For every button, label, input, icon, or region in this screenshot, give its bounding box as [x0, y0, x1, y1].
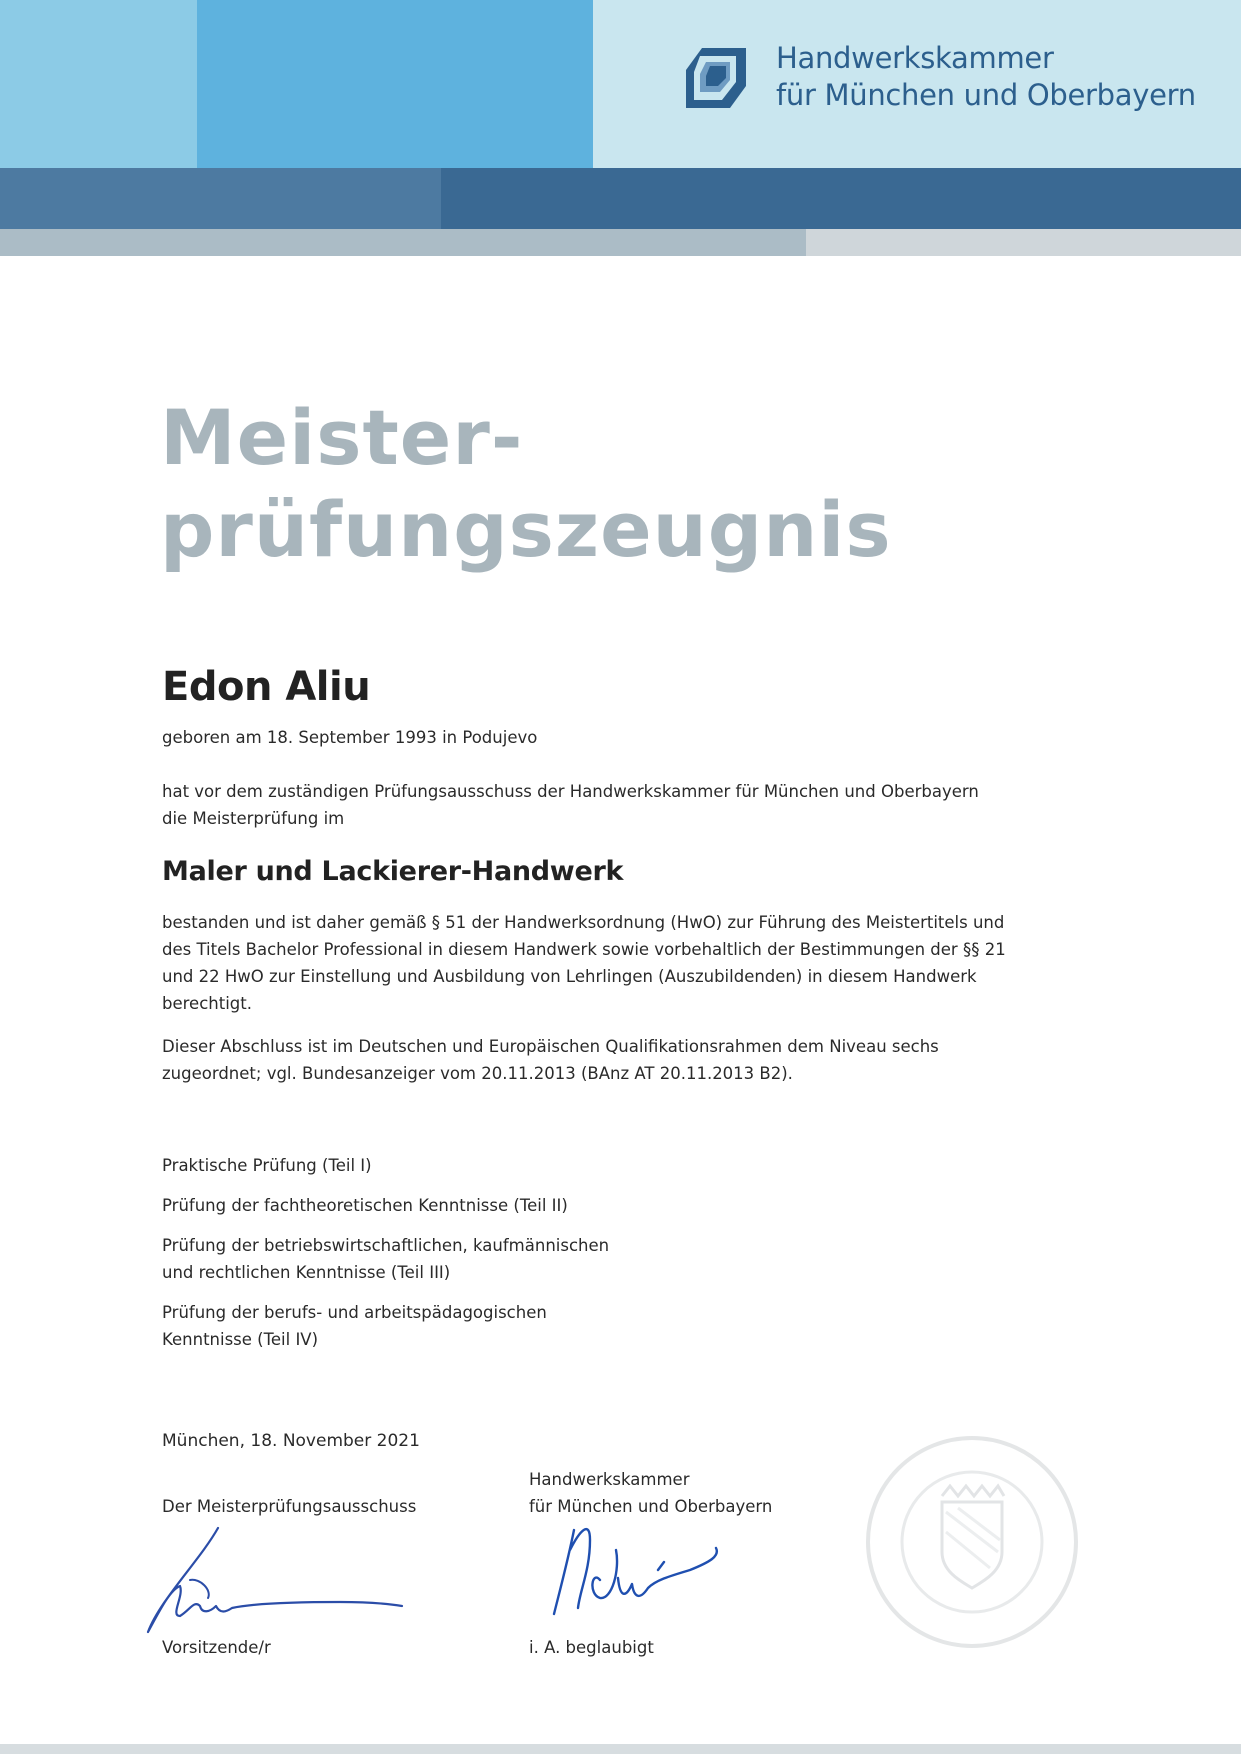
exam-item-line: Prüfung der fachtheoretischen Kenntnisse (Teil II) — [162, 1196, 568, 1215]
certifier-role: i. A. beglaubigt — [529, 1638, 654, 1657]
intro-line2: die Meisterprüfung im — [162, 809, 345, 828]
hwk-logo-icon — [684, 46, 748, 110]
issuer-name-line2: für München und Oberbayern — [776, 78, 1196, 112]
exam-item — [162, 1299, 762, 1353]
header-band-gray-left — [0, 229, 806, 256]
exam-item-line: Praktische Prüfung (Teil I) — [162, 1156, 372, 1175]
certifier-signature — [540, 1510, 760, 1620]
intro-line1: hat vor dem zuständigen Prüfungsausschuss der Handwerkskammer für München und Oberbayern — [162, 782, 979, 801]
header-band-dark-right — [441, 168, 1241, 229]
exam-item-line: und rechtlichen Kenntnisse (Teil III) — [162, 1263, 451, 1282]
birth-info: geboren am 18. September 1993 in Podujevo — [162, 728, 538, 747]
chair-signature — [140, 1520, 410, 1640]
header-band-mid — [197, 0, 593, 168]
document-title — [160, 392, 892, 576]
trade-title: Maler und Lackierer-Handwerk — [162, 856, 624, 887]
footer-line — [0, 1744, 1241, 1754]
header-band-light — [0, 0, 197, 168]
qualification-paragraph: Dieser Abschluss ist im Deutschen und Europäischen Qualifikationsrahmen dem Niveau sechs zugeordnet; vgl. Bundesanzeiger vom 20.11.2013 (BAnz AT 20.11.2013 B2). — [162, 1037, 939, 1083]
issue-date: München, 18. November 2021 — [162, 1431, 420, 1451]
official-seal-icon — [862, 1432, 1082, 1652]
chair-role: Vorsitzende/r — [162, 1638, 271, 1657]
committee-label: Der Meisterprüfungsausschuss — [162, 1497, 417, 1516]
chamber-label-line2: für München und Oberbayern — [529, 1497, 773, 1516]
header-band-dark-left — [0, 168, 441, 229]
exam-list — [162, 1152, 762, 1366]
exam-item-line: Prüfung der betriebswirtschaftlichen, kaufmännischen — [162, 1236, 610, 1255]
exam-item-line: Kenntnisse (Teil IV) — [162, 1330, 319, 1349]
entitlement-paragraph: bestanden und ist daher gemäß § 51 der Handwerksordnung (HwO) zur Führung des Meistertitels und des Titels Bachelor Professional in diesem Handwerk sowie vorbehaltlich der Bestimmungen der §§ 21 und 22 HwO zur Einstellung und Ausbildung von Lehrlingen (Auszubildenden) in diesem Handwerk berechtigt. — [162, 913, 1006, 1013]
document-title-line2: prüfungszeugnis — [160, 485, 892, 574]
intro-text — [162, 778, 1002, 832]
issuer-name-line1: Handwerkskammer — [776, 41, 1054, 75]
issuer-name — [776, 40, 1196, 114]
exam-item-line: Prüfung der berufs- und arbeitspädagogischen — [162, 1303, 547, 1322]
header-band-gray-right — [806, 229, 1241, 256]
chamber-label-line1: Handwerkskammer — [529, 1470, 690, 1489]
exam-item — [162, 1152, 762, 1179]
holder-name: Edon Aliu — [162, 664, 371, 710]
document-title-line1: Meister- — [160, 393, 524, 482]
exam-item — [162, 1232, 762, 1286]
exam-item — [162, 1192, 762, 1219]
